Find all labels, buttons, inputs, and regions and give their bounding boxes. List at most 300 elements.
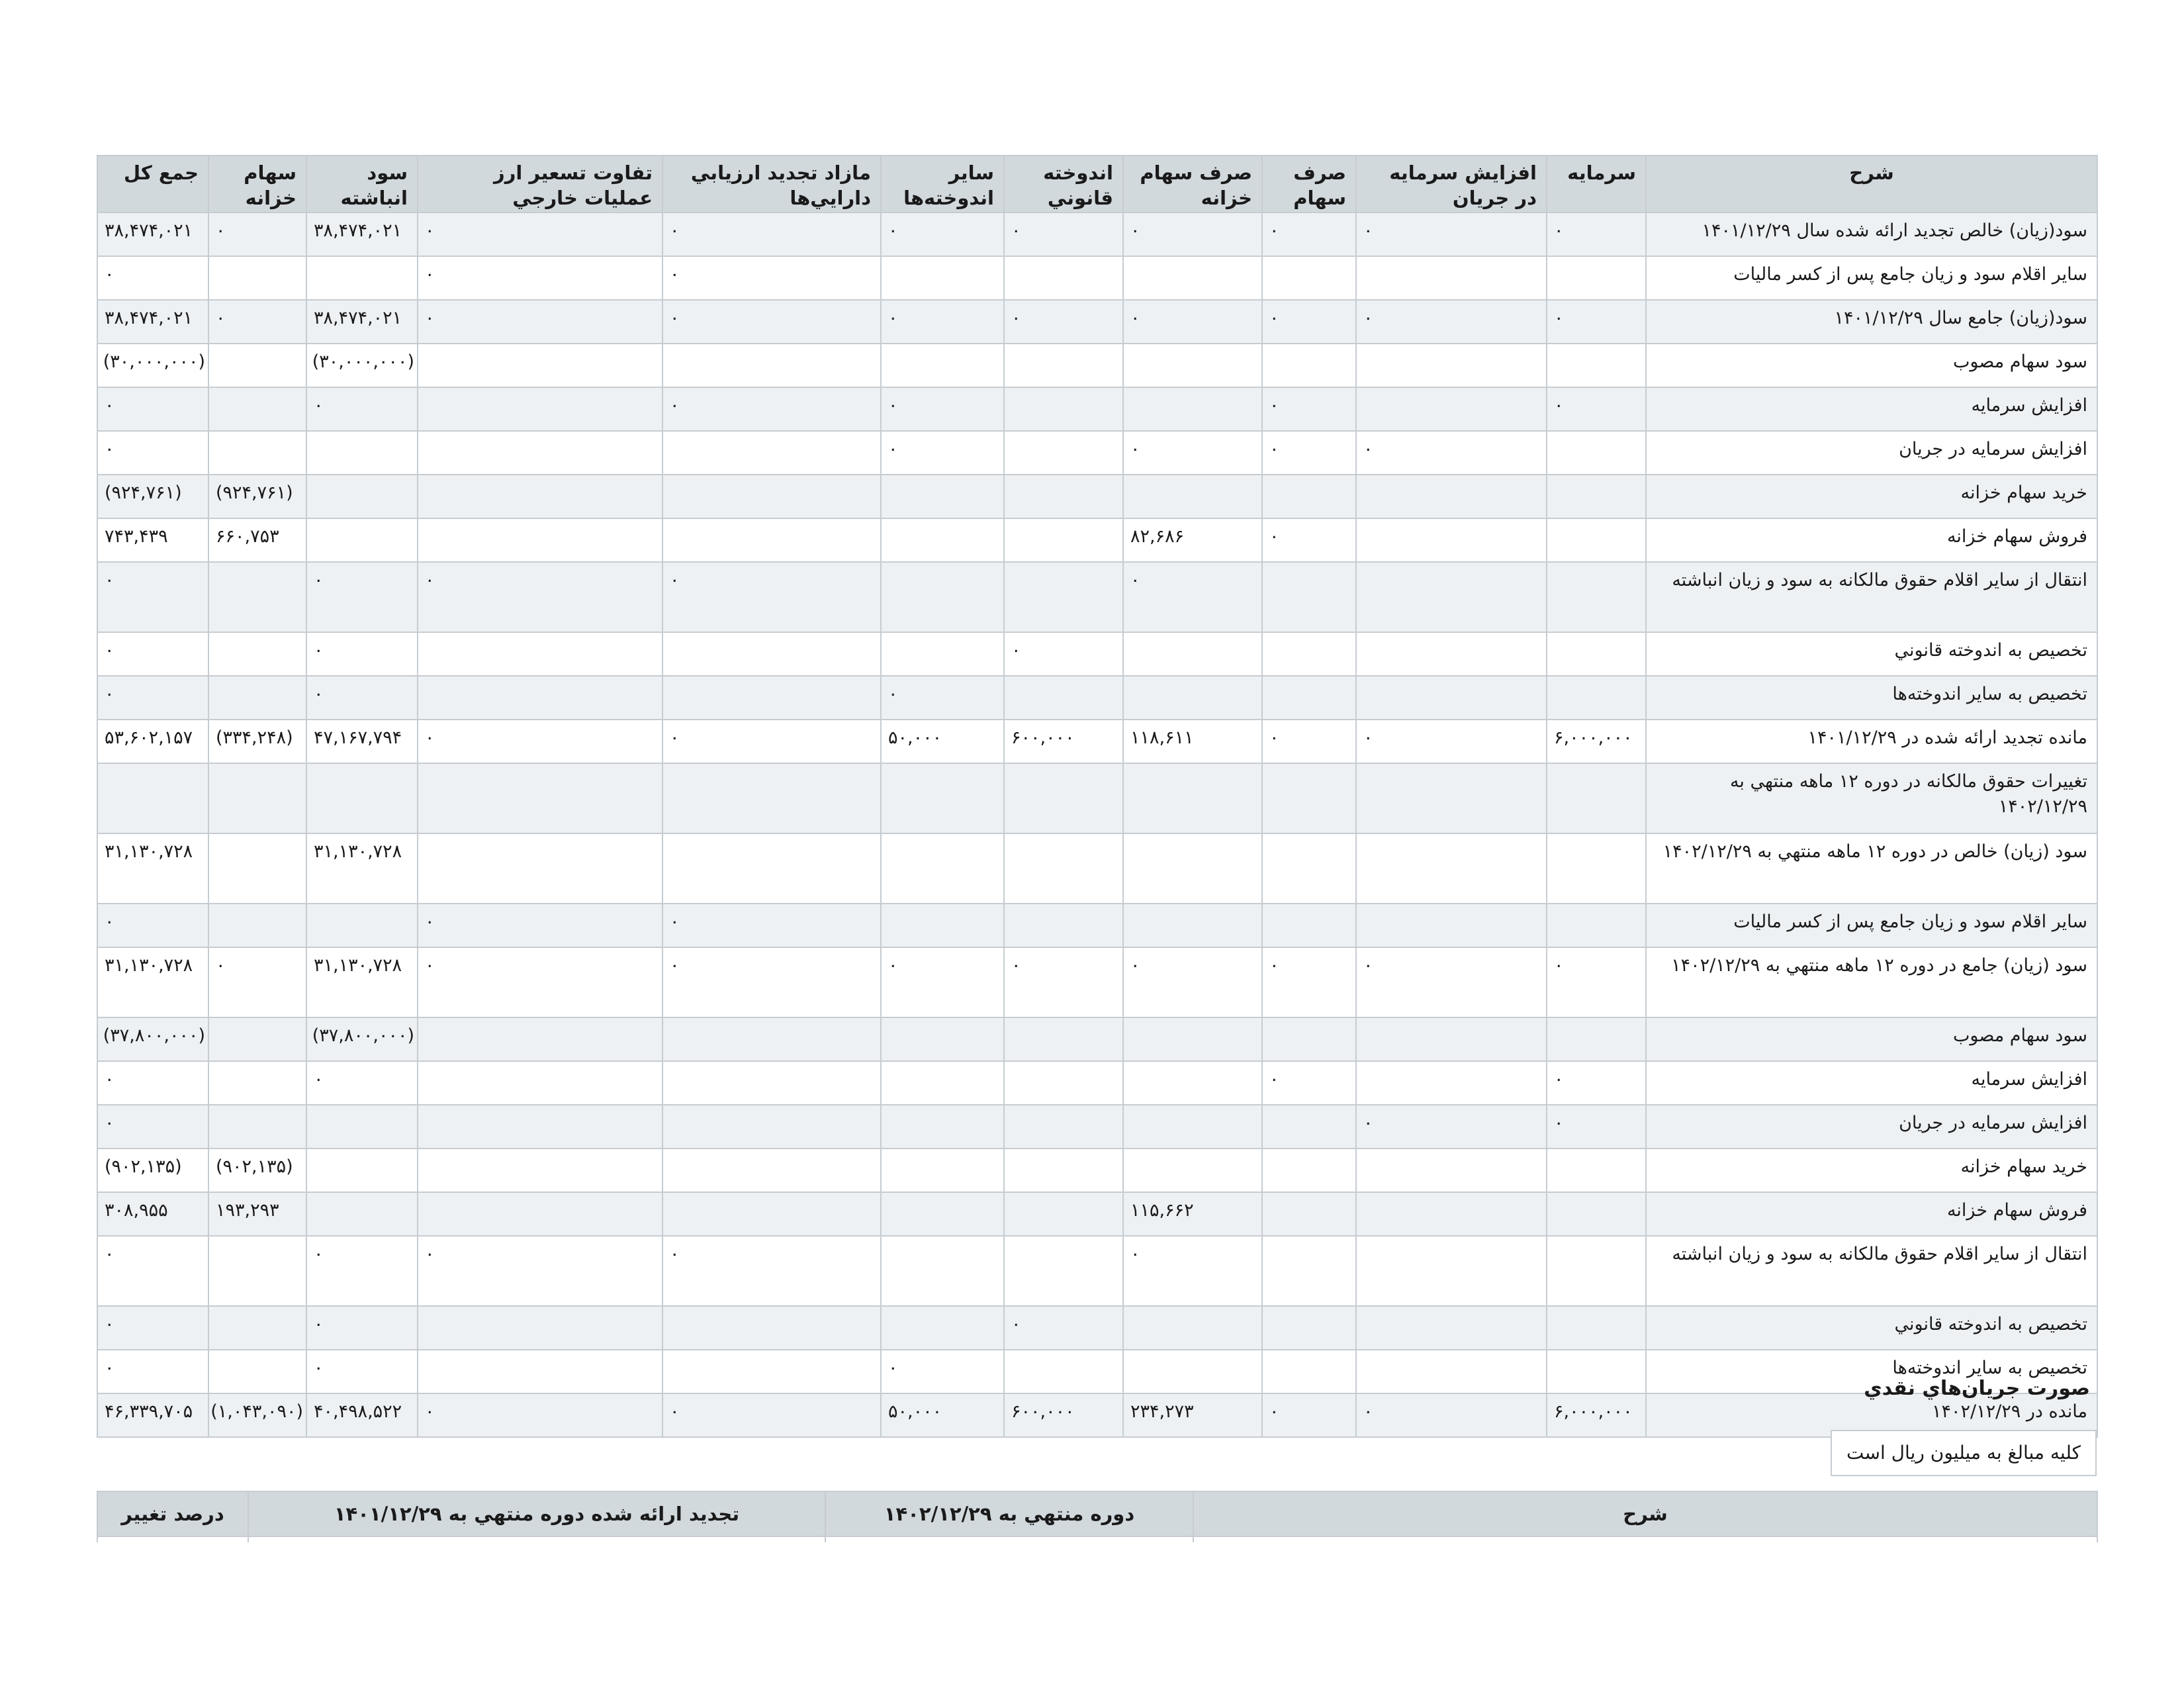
cell-treasury-share-premium: ۰ xyxy=(1123,1236,1262,1306)
cell-share-premium xyxy=(1262,1105,1356,1149)
cell-retained-earnings: (۳۷,۸۰۰,۰۰۰) xyxy=(306,1017,418,1061)
cell-retained-earnings xyxy=(306,256,418,300)
cell-total: ۰ xyxy=(97,632,208,676)
cell-total: ۰ xyxy=(97,562,208,632)
table-row xyxy=(97,1192,2097,1236)
cell-other-reserves xyxy=(881,1061,1004,1105)
cell-legal-reserve xyxy=(1004,1017,1123,1061)
cell-treasury-share-premium: ۱۱۸,۶۱۱ xyxy=(1123,720,1262,763)
cell-other-reserves xyxy=(881,562,1004,632)
cell-treasury-share-premium: ۰ xyxy=(1123,431,1262,475)
cell-treasury-share-premium xyxy=(1123,256,1262,300)
cash-column-header-description: شرح xyxy=(1193,1491,2097,1536)
cell-legal-reserve xyxy=(1004,256,1123,300)
column-header-total: جمع کل xyxy=(97,156,208,212)
cell-legal-reserve xyxy=(1004,1061,1123,1105)
cell-share-premium: ۰ xyxy=(1262,518,1356,562)
cell-capital xyxy=(1547,833,1646,904)
cell-revaluation-surplus xyxy=(662,431,881,475)
cell-revaluation-surplus xyxy=(662,833,881,904)
cell-capital: ۰ xyxy=(1547,212,1646,256)
cell-description: افزايش سرمايه در جريان xyxy=(1646,1105,2097,1149)
cell-share-premium xyxy=(1262,344,1356,387)
cell-total xyxy=(97,763,208,833)
cell-description: افزايش سرمايه xyxy=(1646,1061,2097,1105)
cell-treasury-share-premium xyxy=(1123,1350,1262,1393)
cell-total: (۳۷,۸۰۰,۰۰۰) xyxy=(97,1017,208,1061)
cell-capital xyxy=(1547,676,1646,720)
cell-description: مانده تجديد ارائه شده در ۱۴۰۱/۱۲/۲۹ xyxy=(1646,720,2097,763)
cell-treasury-shares xyxy=(208,1105,306,1149)
cell-treasury-shares xyxy=(208,344,306,387)
cell-capital-increase-in-progress xyxy=(1356,1236,1547,1306)
cell-other-reserves xyxy=(881,833,1004,904)
cell-treasury-share-premium xyxy=(1123,1061,1262,1105)
cell-legal-reserve xyxy=(1004,387,1123,431)
cell-retained-earnings xyxy=(306,1192,418,1236)
cell-treasury-shares xyxy=(208,833,306,904)
cell-revaluation-surplus: ۰ xyxy=(662,300,881,344)
cell-revaluation-surplus xyxy=(662,344,881,387)
cell-capital-increase-in-progress xyxy=(1356,833,1547,904)
cell-retained-earnings: ۳۱,۱۳۰,۷۲۸ xyxy=(306,947,418,1017)
cell-description: سود (زيان) جامع در دوره ۱۲ ماهه منتهي به ۱۴۰۲/۱۲/۲۹ xyxy=(1646,947,2097,1017)
cell-legal-reserve xyxy=(1004,475,1123,518)
cell-fx-translation-difference xyxy=(418,1192,662,1236)
column-header-description: شرح xyxy=(1646,156,2097,212)
cell-revaluation-surplus xyxy=(662,1017,881,1061)
cell-capital-increase-in-progress xyxy=(1356,387,1547,431)
table-row xyxy=(97,1105,2097,1149)
cell-description: خريد سهام خزانه xyxy=(1646,475,2097,518)
table-row xyxy=(97,431,2097,475)
cell-legal-reserve: ۰ xyxy=(1004,1306,1123,1350)
table-row xyxy=(97,1306,2097,1350)
cell-description: سود سهام مصوب xyxy=(1646,1017,2097,1061)
cell-capital: ۰ xyxy=(1547,300,1646,344)
cell-share-premium xyxy=(1262,833,1356,904)
cell-fx-translation-difference: ۰ xyxy=(418,904,662,947)
cash-column-header-prior-period: تجديد ارائه شده دوره منتهي به ۱۴۰۱/۱۲/۲۹ xyxy=(248,1491,825,1536)
cell-fx-translation-difference xyxy=(418,1149,662,1192)
cell-other-reserves xyxy=(881,1192,1004,1236)
cash-flow-section-title: صورت جريان‌هاي نقدي xyxy=(1864,1377,2090,1400)
cell-treasury-share-premium xyxy=(1123,904,1262,947)
table-row xyxy=(97,562,2097,632)
cell-legal-reserve xyxy=(1004,562,1123,632)
cell-description: سود سهام مصوب xyxy=(1646,344,2097,387)
cell-fx-translation-difference xyxy=(418,1306,662,1350)
cell-total: ۰ xyxy=(97,256,208,300)
cell-description: فروش سهام خزانه xyxy=(1646,1192,2097,1236)
cell-capital-increase-in-progress: ۰ xyxy=(1356,431,1547,475)
cell-capital xyxy=(1547,475,1646,518)
cell-total: ۷۴۳,۴۳۹ xyxy=(97,518,208,562)
cell-capital-increase-in-progress: ۰ xyxy=(1356,300,1547,344)
cell-fx-translation-difference xyxy=(418,833,662,904)
column-header-treasury-share-premium: صرف سهام خزانه xyxy=(1123,156,1262,212)
cell-legal-reserve xyxy=(1004,344,1123,387)
table-row xyxy=(97,1393,2097,1437)
cell-description: سود(زيان) جامع سال ۱۴۰۱/۱۲/۲۹ xyxy=(1646,300,2097,344)
cell-fx-translation-difference: ۰ xyxy=(418,300,662,344)
cell-revaluation-surplus xyxy=(662,676,881,720)
cell-treasury-share-premium xyxy=(1123,1306,1262,1350)
table-row xyxy=(97,632,2097,676)
cell-share-premium xyxy=(1262,1236,1356,1306)
cell-retained-earnings: ۰ xyxy=(306,562,418,632)
cell-other-reserves: ۰ xyxy=(881,676,1004,720)
cell-capital-increase-in-progress xyxy=(1356,904,1547,947)
cell-total: ۰ xyxy=(97,1105,208,1149)
cell-treasury-share-premium xyxy=(1123,1149,1262,1192)
cell-description: تخصيص به ساير اندوخته‌ها xyxy=(1646,676,2097,720)
cell-capital xyxy=(1547,431,1646,475)
cell-legal-reserve xyxy=(1004,1192,1123,1236)
cell-treasury-shares xyxy=(208,676,306,720)
cell-capital-increase-in-progress xyxy=(1356,1017,1547,1061)
cell-share-premium xyxy=(1262,475,1356,518)
cell-legal-reserve xyxy=(1004,1149,1123,1192)
cell-share-premium xyxy=(1262,763,1356,833)
cell-other-reserves xyxy=(881,763,1004,833)
cell-legal-reserve xyxy=(1004,676,1123,720)
cell-retained-earnings: ۴۷,۱۶۷,۷۹۴ xyxy=(306,720,418,763)
cell-capital xyxy=(1547,1017,1646,1061)
cell-treasury-shares: ۶۶۰,۷۵۳ xyxy=(208,518,306,562)
cell-description: تخصيص به اندوخته قانوني xyxy=(1646,1306,2097,1350)
cell-fx-translation-difference xyxy=(418,518,662,562)
cell-other-reserves: ۰ xyxy=(881,387,1004,431)
column-header-capital-increase-in-progress: افزايش سرمايه در جريان xyxy=(1356,156,1547,212)
cell-other-reserves: ۵۰,۰۰۰ xyxy=(881,1393,1004,1437)
cell-treasury-share-premium xyxy=(1123,1105,1262,1149)
cell-revaluation-surplus xyxy=(662,1306,881,1350)
cell-treasury-shares xyxy=(208,1306,306,1350)
cell-treasury-shares xyxy=(208,904,306,947)
cell-capital-increase-in-progress: ۰ xyxy=(1356,1393,1547,1437)
cell-legal-reserve xyxy=(1004,833,1123,904)
cell-retained-earnings: ۰ xyxy=(306,387,418,431)
cell-legal-reserve xyxy=(1004,763,1123,833)
units-note: کليه مبالغ به ميليون ريال است xyxy=(1831,1430,2097,1476)
cell-legal-reserve: ۰ xyxy=(1004,632,1123,676)
cell-retained-earnings: ۰ xyxy=(306,676,418,720)
cell-fx-translation-difference xyxy=(418,387,662,431)
cell-legal-reserve xyxy=(1004,1350,1123,1393)
cell-revaluation-surplus: ۰ xyxy=(662,720,881,763)
cell-other-reserves: ۰ xyxy=(881,1350,1004,1393)
cell-total: ۰ xyxy=(97,1306,208,1350)
cell-capital xyxy=(1547,1149,1646,1192)
cell-share-premium xyxy=(1262,1306,1356,1350)
equity-table-header-row xyxy=(97,156,2097,212)
cell-total: (۳۰,۰۰۰,۰۰۰) xyxy=(97,344,208,387)
table-row xyxy=(97,904,2097,947)
cell-revaluation-surplus xyxy=(662,1192,881,1236)
cell-treasury-share-premium: ۰ xyxy=(1123,562,1262,632)
cell-retained-earnings xyxy=(306,1105,418,1149)
cell-retained-earnings xyxy=(306,1149,418,1192)
cell-retained-earnings xyxy=(306,518,418,562)
cell-description: خريد سهام خزانه xyxy=(1646,1149,2097,1192)
cash-flow-table xyxy=(97,1491,2098,1542)
cell-fx-translation-difference xyxy=(418,676,662,720)
cell-treasury-shares xyxy=(208,387,306,431)
cell-revaluation-surplus: ۰ xyxy=(662,1236,881,1306)
cell-treasury-share-premium xyxy=(1123,344,1262,387)
cell-description: تخصيص به ساير اندوخته‌ها xyxy=(1646,1350,2097,1393)
cell-other-reserves: ۰ xyxy=(881,300,1004,344)
cell-other-reserves xyxy=(881,1017,1004,1061)
cell-fx-translation-difference xyxy=(418,431,662,475)
cell-retained-earnings xyxy=(306,763,418,833)
cell-retained-earnings: ۳۱,۱۳۰,۷۲۸ xyxy=(306,833,418,904)
cell-total: ۰ xyxy=(97,1236,208,1306)
cell-capital: ۰ xyxy=(1547,947,1646,1017)
cell-treasury-share-premium: ۰ xyxy=(1123,212,1262,256)
table-row xyxy=(97,676,2097,720)
cell-total: ۰ xyxy=(97,904,208,947)
cell-share-premium xyxy=(1262,1350,1356,1393)
cell-other-reserves xyxy=(881,904,1004,947)
column-header-fx-translation-difference: تفاوت تسعير ارز عمليات خارجي xyxy=(418,156,662,212)
cell-treasury-shares xyxy=(208,256,306,300)
cell-total: ۳۸,۴۷۴,۰۲۱ xyxy=(97,212,208,256)
cell-treasury-shares xyxy=(208,1017,306,1061)
cell-share-premium xyxy=(1262,1192,1356,1236)
cell-other-reserves xyxy=(881,256,1004,300)
cell-treasury-share-premium xyxy=(1123,676,1262,720)
cell-capital xyxy=(1547,1306,1646,1350)
cell-other-reserves: ۰ xyxy=(881,431,1004,475)
cell-treasury-shares xyxy=(208,1061,306,1105)
cell-treasury-share-premium xyxy=(1123,833,1262,904)
cell-revaluation-surplus xyxy=(662,632,881,676)
cell-description: افزايش سرمايه در جريان xyxy=(1646,431,2097,475)
cell-capital xyxy=(1547,632,1646,676)
cell-share-premium xyxy=(1262,1149,1356,1192)
cell-capital xyxy=(1547,1350,1646,1393)
cell-fx-translation-difference xyxy=(418,475,662,518)
cell-description: تغييرات حقوق مالکانه در دوره ۱۲ ماهه منتهي به ۱۴۰۲/۱۲/۲۹ xyxy=(1646,763,2097,833)
cash-column-header-current-period: دوره منتهي به ۱۴۰۲/۱۲/۲۹ xyxy=(825,1491,1193,1536)
cell-treasury-shares xyxy=(208,763,306,833)
cell-total: ۰ xyxy=(97,431,208,475)
cell-revaluation-surplus: ۰ xyxy=(662,904,881,947)
cell-other-reserves: ۰ xyxy=(881,212,1004,256)
cell-fx-translation-difference xyxy=(418,1061,662,1105)
cell-capital-increase-in-progress xyxy=(1356,256,1547,300)
cell-capital-increase-in-progress: ۰ xyxy=(1356,720,1547,763)
cell-other-reserves xyxy=(881,1105,1004,1149)
cell-capital: ۰ xyxy=(1547,1105,1646,1149)
table-row xyxy=(97,475,2097,518)
table-row xyxy=(97,720,2097,763)
cell-share-premium xyxy=(1262,256,1356,300)
cell-revaluation-surplus: ۰ xyxy=(662,1393,881,1437)
cell-treasury-shares: (۹۲۴,۷۶۱) xyxy=(208,475,306,518)
cell-share-premium xyxy=(1262,632,1356,676)
cell-legal-reserve: ۰ xyxy=(1004,947,1123,1017)
cell-capital: ۶,۰۰۰,۰۰۰ xyxy=(1547,720,1646,763)
cell-revaluation-surplus xyxy=(662,1149,881,1192)
cell-capital-increase-in-progress xyxy=(1356,1061,1547,1105)
column-header-retained-earnings: سود انباشته xyxy=(306,156,418,212)
cell-revaluation-surplus xyxy=(662,1350,881,1393)
cash-flow-header-row xyxy=(97,1491,2097,1536)
cell-fx-translation-difference xyxy=(418,344,662,387)
cell-legal-reserve: ۶۰۰,۰۰۰ xyxy=(1004,720,1123,763)
cell-fx-translation-difference: ۰ xyxy=(418,212,662,256)
cell-retained-earnings: ۰ xyxy=(306,1350,418,1393)
table-row xyxy=(97,1061,2097,1105)
cell-description: مانده در ۱۴۰۲/۱۲/۲۹ xyxy=(1646,1393,2097,1437)
column-header-capital: سرمايه xyxy=(1547,156,1646,212)
cell-capital-increase-in-progress xyxy=(1356,475,1547,518)
cell-total: ۳۱,۱۳۰,۷۲۸ xyxy=(97,947,208,1017)
cell-capital xyxy=(1547,256,1646,300)
cell-total: ۳۱,۱۳۰,۷۲۸ xyxy=(97,833,208,904)
equity-changes-table xyxy=(97,155,2098,1438)
cell-treasury-shares xyxy=(208,431,306,475)
cell-treasury-share-premium: ۸۲,۶۸۶ xyxy=(1123,518,1262,562)
cell-fx-translation-difference xyxy=(418,763,662,833)
cell-share-premium: ۰ xyxy=(1262,720,1356,763)
cell-capital-increase-in-progress xyxy=(1356,344,1547,387)
cell-treasury-shares: (۹۰۲,۱۳۵) xyxy=(208,1149,306,1192)
table-row xyxy=(97,1017,2097,1061)
cell-capital xyxy=(1547,904,1646,947)
cell-capital xyxy=(1547,1236,1646,1306)
table-row xyxy=(97,833,2097,904)
cell-treasury-share-premium xyxy=(1123,475,1262,518)
table-row xyxy=(97,212,2097,256)
cell-description: انتقال از ساير اقلام حقوق مالکانه به سود و زيان انباشته xyxy=(1646,562,2097,632)
cell-other-reserves xyxy=(881,475,1004,518)
table-row xyxy=(97,1236,2097,1306)
cell-capital-increase-in-progress xyxy=(1356,1149,1547,1192)
cell-description: سود (زيان) خالص در دوره ۱۲ ماهه منتهي به ۱۴۰۲/۱۲/۲۹ xyxy=(1646,833,2097,904)
cell-capital xyxy=(1547,1192,1646,1236)
cell-legal-reserve xyxy=(1004,431,1123,475)
cell-retained-earnings: ۳۸,۴۷۴,۰۲۱ xyxy=(306,212,418,256)
cell-revaluation-surplus: ۰ xyxy=(662,947,881,1017)
cell-retained-earnings: ۳۸,۴۷۴,۰۲۱ xyxy=(306,300,418,344)
table-row xyxy=(97,387,2097,431)
cell-capital-increase-in-progress xyxy=(1356,632,1547,676)
cell-treasury-shares: ۰ xyxy=(208,947,306,1017)
cash-flow-empty-row xyxy=(97,1536,2097,1542)
cell-capital xyxy=(1547,562,1646,632)
cell-revaluation-surplus: ۰ xyxy=(662,256,881,300)
cell-share-premium: ۰ xyxy=(1262,387,1356,431)
column-header-other-reserves: ساير اندوخته‌ها xyxy=(881,156,1004,212)
cell-fx-translation-difference: ۰ xyxy=(418,720,662,763)
cell-treasury-shares: (۱,۰۴۳,۰۹۰) xyxy=(208,1393,306,1437)
cell-treasury-share-premium xyxy=(1123,763,1262,833)
cell-revaluation-surplus xyxy=(662,1061,881,1105)
cell-total: ۵۳,۶۰۲,۱۵۷ xyxy=(97,720,208,763)
cell-share-premium: ۰ xyxy=(1262,1061,1356,1105)
column-header-share-premium: صرف سهام xyxy=(1262,156,1356,212)
cell-fx-translation-difference: ۰ xyxy=(418,562,662,632)
cell-total: ۰ xyxy=(97,1350,208,1393)
cell-retained-earnings: (۳۰,۰۰۰,۰۰۰) xyxy=(306,344,418,387)
cell-share-premium: ۰ xyxy=(1262,212,1356,256)
cell-other-reserves xyxy=(881,632,1004,676)
cell-revaluation-surplus xyxy=(662,518,881,562)
cell-retained-earnings: ۴۰,۴۹۸,۵۲۲ xyxy=(306,1393,418,1437)
cell-total: ۰ xyxy=(97,676,208,720)
cell-legal-reserve xyxy=(1004,1236,1123,1306)
cell-treasury-share-premium: ۱۱۵,۶۶۲ xyxy=(1123,1192,1262,1236)
cell-retained-earnings xyxy=(306,475,418,518)
cell-revaluation-surplus xyxy=(662,1105,881,1149)
cell-retained-earnings: ۰ xyxy=(306,1306,418,1350)
cell-description: فروش سهام خزانه xyxy=(1646,518,2097,562)
cell-capital-increase-in-progress xyxy=(1356,1306,1547,1350)
column-header-legal-reserve: اندوخته قانوني xyxy=(1004,156,1123,212)
cell-treasury-share-premium xyxy=(1123,1017,1262,1061)
cell-revaluation-surplus: ۰ xyxy=(662,212,881,256)
cell-share-premium: ۰ xyxy=(1262,431,1356,475)
cell-capital: ۰ xyxy=(1547,1061,1646,1105)
cell-treasury-shares xyxy=(208,632,306,676)
cell-description: ساير اقلام سود و زيان جامع پس از کسر ماليات xyxy=(1646,256,2097,300)
cell-fx-translation-difference: ۰ xyxy=(418,256,662,300)
cell-description: افزايش سرمايه xyxy=(1646,387,2097,431)
cell-treasury-shares: ۰ xyxy=(208,212,306,256)
cell-other-reserves: ۵۰,۰۰۰ xyxy=(881,720,1004,763)
cell-treasury-shares: ۱۹۳,۲۹۳ xyxy=(208,1192,306,1236)
cell-total: (۹۲۴,۷۶۱) xyxy=(97,475,208,518)
cell-description: سود(زيان) خالص تجديد ارائه شده سال ۱۴۰۱/۱۲/۲۹ xyxy=(1646,212,2097,256)
cell-treasury-shares: (۳۳۴,۲۴۸) xyxy=(208,720,306,763)
cell-total: ۳۸,۴۷۴,۰۲۱ xyxy=(97,300,208,344)
cell-legal-reserve: ۰ xyxy=(1004,212,1123,256)
cell-total: ۴۶,۳۳۹,۷۰۵ xyxy=(97,1393,208,1437)
column-header-treasury-shares: سهام خزانه xyxy=(208,156,306,212)
cell-treasury-shares xyxy=(208,562,306,632)
cell-capital-increase-in-progress xyxy=(1356,1192,1547,1236)
cell-share-premium xyxy=(1262,1017,1356,1061)
cell-capital-increase-in-progress xyxy=(1356,676,1547,720)
cell-fx-translation-difference xyxy=(418,1017,662,1061)
cell-share-premium: ۰ xyxy=(1262,300,1356,344)
cell-other-reserves xyxy=(881,1149,1004,1192)
cell-capital: ۰ xyxy=(1547,387,1646,431)
cell-treasury-share-premium xyxy=(1123,632,1262,676)
table-row xyxy=(97,300,2097,344)
cell-retained-earnings xyxy=(306,904,418,947)
cell-capital-increase-in-progress: ۰ xyxy=(1356,947,1547,1017)
cell-fx-translation-difference xyxy=(418,1350,662,1393)
cell-share-premium xyxy=(1262,904,1356,947)
cell-legal-reserve: ۶۰۰,۰۰۰ xyxy=(1004,1393,1123,1437)
cell-treasury-shares xyxy=(208,1350,306,1393)
cell-share-premium xyxy=(1262,676,1356,720)
cell-revaluation-surplus: ۰ xyxy=(662,562,881,632)
cell-treasury-share-premium xyxy=(1123,387,1262,431)
cell-capital-increase-in-progress xyxy=(1356,518,1547,562)
cell-description: تخصيص به اندوخته قانوني xyxy=(1646,632,2097,676)
cell-capital xyxy=(1547,763,1646,833)
cell-legal-reserve: ۰ xyxy=(1004,300,1123,344)
table-row xyxy=(97,947,2097,1017)
cell-treasury-shares: ۰ xyxy=(208,300,306,344)
cell-other-reserves xyxy=(881,1306,1004,1350)
